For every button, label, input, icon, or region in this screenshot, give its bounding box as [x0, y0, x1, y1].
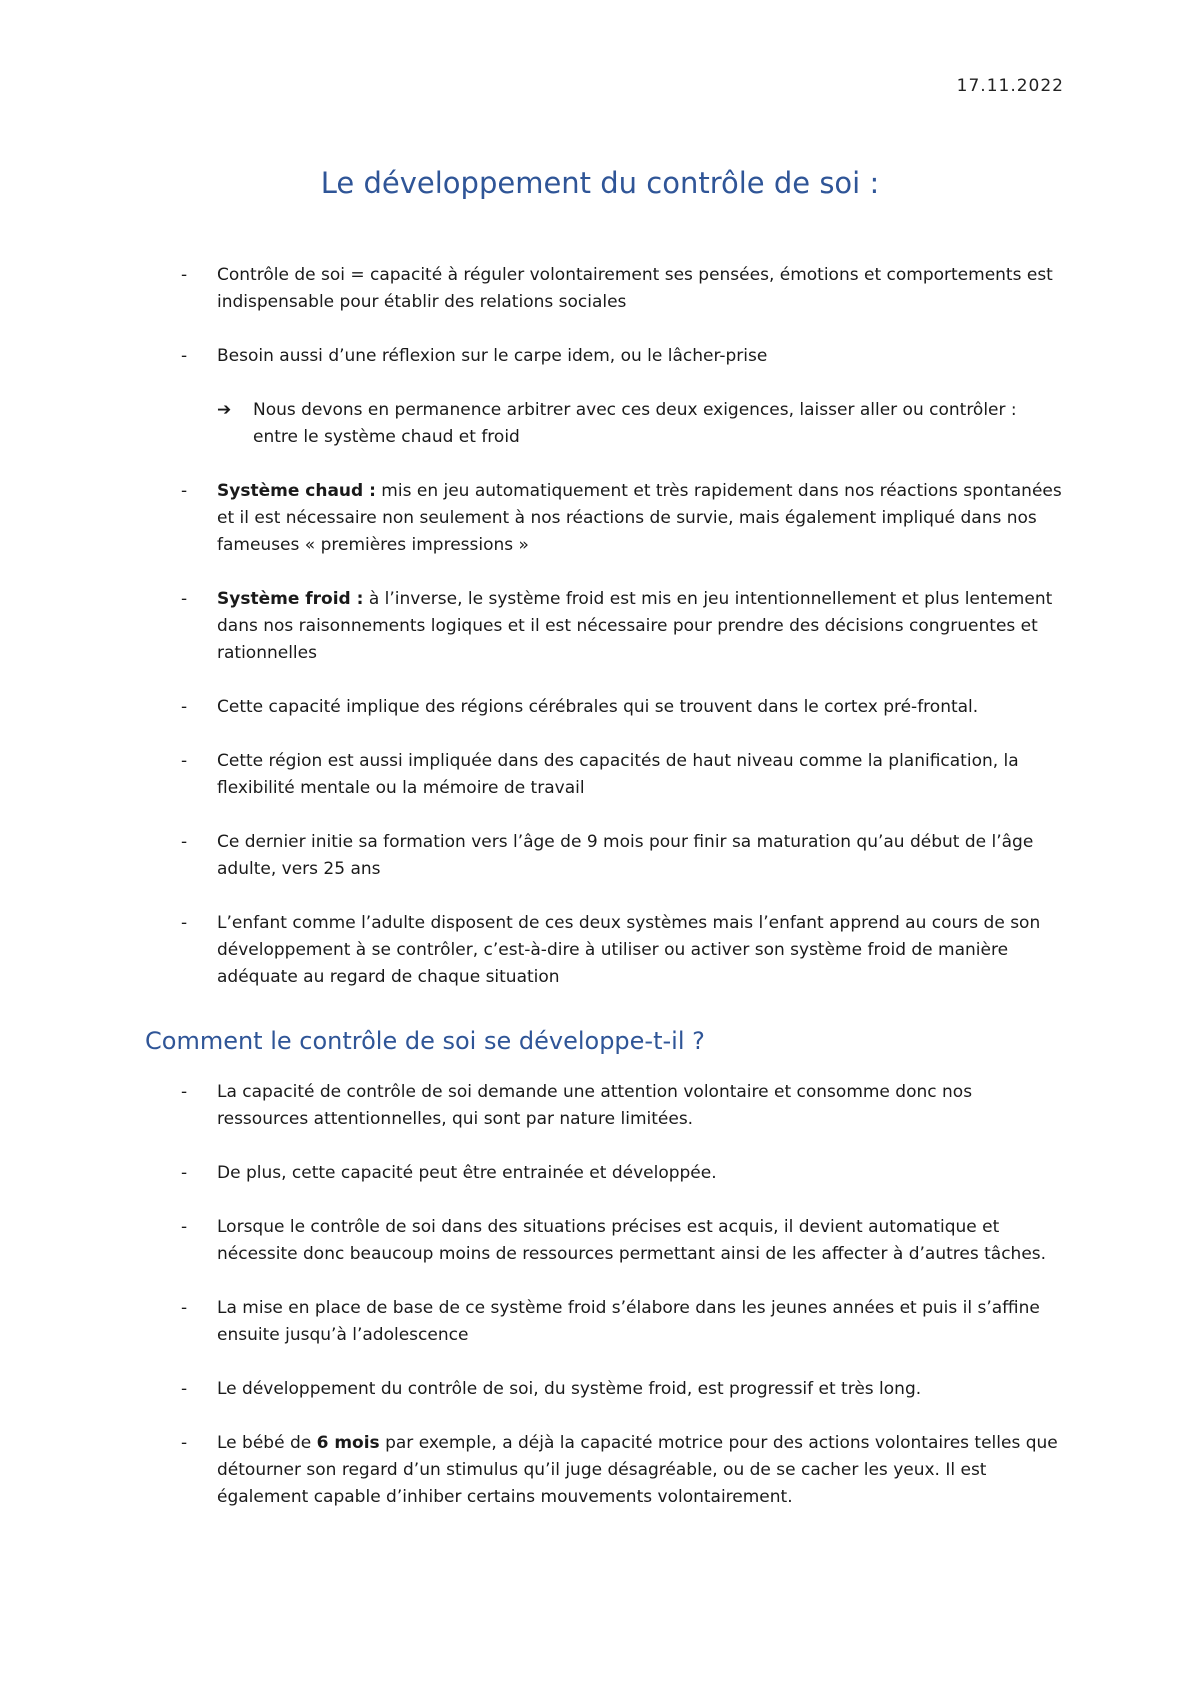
list-item-text: La capacité de contrôle de soi demande une attention volontaire et consomme donc nos ressources attentionnelles, qui sont par nature limitées.	[217, 1082, 973, 1129]
arrow-item-text: Nous devons en permanence arbitrer avec ces deux exigences, laisser aller ou contrôler : entre le système chaud et froid	[253, 400, 1017, 447]
list-item-text: Cette région est aussi impliquée dans des capacités de haut niveau comme la planification, la flexibilité mentale ou la mémoire de travail	[217, 751, 1019, 798]
bullet-dash: -	[181, 832, 188, 852]
bullet-dash: -	[181, 589, 188, 609]
list-item	[181, 1295, 1067, 1349]
bullet-dash: -	[181, 1433, 188, 1453]
list-item	[181, 262, 1067, 316]
list-item	[181, 910, 1067, 991]
list-item	[181, 1079, 1067, 1133]
list-item	[181, 694, 1067, 721]
bullet-dash: -	[181, 1082, 188, 1102]
list-item-text: L’enfant comme l’adulte disposent de ces deux systèmes mais l’enfant apprend au cours de son développement à se contrôler, c’est-à-dire à utiliser ou activer son système froid de manière adéquate au regard de chaque situation	[217, 913, 1041, 987]
list-item-text: Le bébé de	[217, 1433, 317, 1453]
list-item-text: Cette capacité implique des régions cérébrales qui se trouvent dans le cortex pré-frontal.	[217, 697, 979, 717]
section-heading: Comment le contrôle de soi se développe-t-il ?	[145, 1027, 705, 1055]
document-date: 17.11.2022	[956, 76, 1064, 96]
bullet-dash: -	[181, 265, 188, 285]
list-item-text: Besoin aussi d’une réflexion sur le carpe idem, ou le lâcher-prise	[217, 346, 768, 366]
list-item	[181, 1214, 1067, 1268]
list-item	[181, 343, 1067, 370]
list-item	[181, 829, 1067, 883]
list-item	[181, 586, 1067, 667]
document-body	[0, 262, 1200, 1538]
list-item-text: De plus, cette capacité peut être entrainée et développée.	[217, 1163, 717, 1183]
list-item	[181, 748, 1067, 802]
list-item-text: par exemple, a déjà la capacité motrice pour des actions volontaires telles que détourner son regard d’un stimulus qu’il juge désagréable, ou de se cacher les yeux. Il est également capable d’inhiber certains mouvements volontairement.	[217, 1433, 1058, 1507]
bullet-dash: -	[181, 1217, 188, 1237]
bullet-dash: -	[181, 1379, 188, 1399]
bullet-dash: -	[181, 913, 188, 933]
list-item-term: Système froid :	[217, 589, 364, 609]
list-item-text: Lorsque le contrôle de soi dans des situations précises est acquis, il devient automatique et nécessite donc beaucoup moins de ressources permettant ainsi de les affecter à d’autres tâches.	[217, 1217, 1047, 1264]
bullet-dash: -	[181, 1298, 188, 1318]
list-item-text: mis en jeu automatiquement et très rapidement dans nos réactions spontanées et il est nécessaire non seulement à nos réactions de survie, mais également impliqué dans nos fameuses « premières impressions »	[217, 481, 1062, 555]
bullet-dash: -	[181, 751, 188, 771]
list-item-term: 6 mois	[316, 1433, 380, 1453]
list-item	[181, 478, 1067, 559]
bullet-dash: -	[181, 346, 188, 366]
bullet-dash: -	[181, 697, 188, 717]
arrow-right-icon: ➔	[217, 400, 232, 420]
list-item	[181, 1376, 1067, 1403]
bullet-dash: -	[181, 1163, 188, 1183]
arrow-list-item	[217, 397, 1065, 451]
list-item	[181, 1430, 1067, 1511]
bullet-dash: -	[181, 481, 188, 501]
list-item-text: Le développement du contrôle de soi, du système froid, est progressif et très long.	[217, 1379, 922, 1399]
list-item-text: à l’inverse, le système froid est mis en jeu intentionnellement et plus lentement dans nos raisonnements logiques et il est nécessaire pour prendre des décisions congruentes et rationnelles	[217, 589, 1053, 663]
list-item-text: La mise en place de base de ce système froid s’élabore dans les jeunes années et puis il s’affine ensuite jusqu’à l’adolescence	[217, 1298, 1040, 1345]
list-item-text: Ce dernier initie sa formation vers l’âge de 9 mois pour finir sa maturation qu’au début de l’âge adulte, vers 25 ans	[217, 832, 1034, 879]
list-item	[181, 1160, 1067, 1187]
list-item-term: Système chaud :	[217, 481, 376, 501]
list-item-text: Contrôle de soi = capacité à réguler volontairement ses pensées, émotions et comportements est indispensable pour établir des relations sociales	[217, 265, 1053, 312]
document-title: Le développement du contrôle de soi :	[320, 166, 880, 200]
